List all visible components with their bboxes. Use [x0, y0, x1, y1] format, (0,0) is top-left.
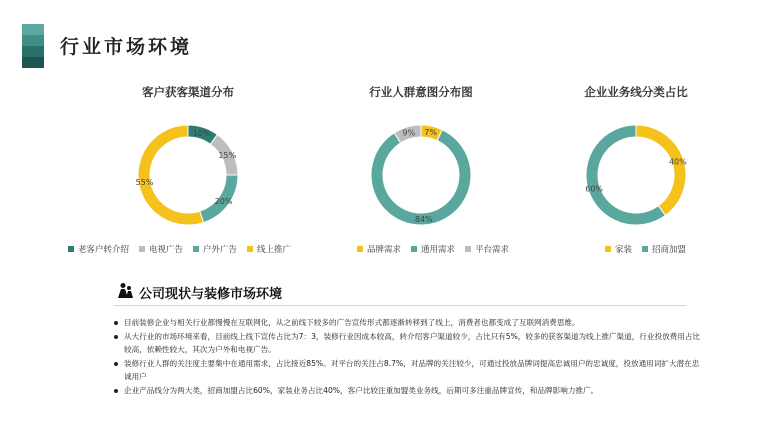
slice-label: 60% [585, 184, 604, 194]
header-block-stripe [22, 35, 44, 46]
donut-chart-intent [321, 100, 521, 250]
slice-label: 20% [214, 196, 233, 206]
section-divider [114, 305, 686, 306]
legend-label: 户外广告 [203, 245, 238, 255]
chart-title: 客户获客渠道分布 [142, 85, 234, 99]
bullet-item: 目前装修企业与相关行业都慢慢在互联网化，从之前线下较多的广告宣传形式都逐渐转移到了线上，消费者也都变成了互联网消费思维。 [114, 316, 704, 330]
legend-swatch [465, 246, 471, 252]
page-title: 行业市场环境 [60, 36, 193, 58]
legend-swatch [411, 246, 417, 252]
legend-item [357, 243, 401, 255]
legend-label: 电视广告 [149, 245, 184, 255]
bullet-item: 企业产品线分为两大类，招商加盟占比60%，家装业务占比40%，客户比较注重加盟类业务线，后期可多注重品牌宣传，和品牌影响力推广。 [114, 384, 704, 398]
legend-item [247, 243, 291, 255]
legend-swatch [642, 246, 648, 252]
chart-title: 行业人群意图分布图 [369, 85, 473, 99]
header-color-block [22, 24, 44, 68]
legend-item [193, 243, 237, 255]
donut-slice [371, 130, 471, 225]
chart-panel-channel [88, 84, 288, 264]
legend-swatch [247, 246, 253, 252]
legend-label: 老客户转介绍 [78, 245, 130, 255]
header-block-stripe [22, 24, 44, 35]
slice-label: 55% [135, 177, 154, 187]
legend-label: 通用需求 [421, 245, 456, 255]
legend-label: 品牌需求 [367, 245, 402, 255]
section-title: 公司现状与装修市场环境 [139, 286, 283, 302]
chart-panel-intent [321, 84, 521, 264]
bullet-item: 装修行业人群的关注度主要集中在通用需求，占比接近85%。对平台的关注占8.7%，对品牌的关注较少，可通过投放品牌词提高忠诚用户的忠诚度，投放通用词扩大潜在忠诚用户 [114, 357, 704, 384]
donut-chart-channel [88, 100, 288, 250]
legend-label: 平台需求 [475, 245, 510, 255]
legend-label: 线上推广 [257, 245, 292, 255]
slice-label: 7% [424, 128, 437, 138]
legend-item [465, 243, 509, 255]
legend-swatch [605, 246, 611, 252]
legend-swatch [68, 246, 74, 252]
chart-title: 企业业务线分类占比 [584, 85, 688, 99]
header-block-stripe [22, 46, 44, 57]
bullet-item: 从大行业的市场环境来看，目前线上线下宣传占比为7：3，装修行业因成本较高，转介绍客户渠道较少，占比只有5%，较多的获客渠道为线上推广渠道，行业投放费用占比较高，依赖性较大，其次为户外和电视广告。 [114, 330, 704, 357]
donut-slice [636, 125, 686, 215]
donut-chart-business [536, 100, 736, 250]
header-block-stripe [22, 57, 44, 68]
slice-label: 10% [192, 129, 211, 139]
slice-label: 9% [402, 128, 416, 138]
slice-label: 84% [414, 214, 433, 224]
legend-swatch [357, 246, 363, 252]
slice-label: 15% [218, 151, 237, 161]
legend-label: 家装 [615, 245, 633, 255]
legend-swatch [193, 246, 199, 252]
legend-channel [68, 243, 291, 255]
legend-item [411, 243, 455, 255]
section-header [117, 282, 282, 302]
legend-label: 招商加盟 [652, 245, 687, 255]
legend-swatch [139, 246, 145, 252]
legend-item [642, 243, 686, 255]
legend-item [139, 243, 183, 255]
person-icon [117, 282, 133, 302]
slice-label: 40% [668, 157, 687, 167]
legend-business [605, 243, 686, 255]
chart-panel-business [536, 84, 736, 264]
legend-intent [357, 243, 509, 255]
bullet-list [114, 316, 704, 398]
legend-item [605, 243, 632, 255]
legend-item [68, 243, 129, 255]
donut-slice [135, 125, 203, 225]
